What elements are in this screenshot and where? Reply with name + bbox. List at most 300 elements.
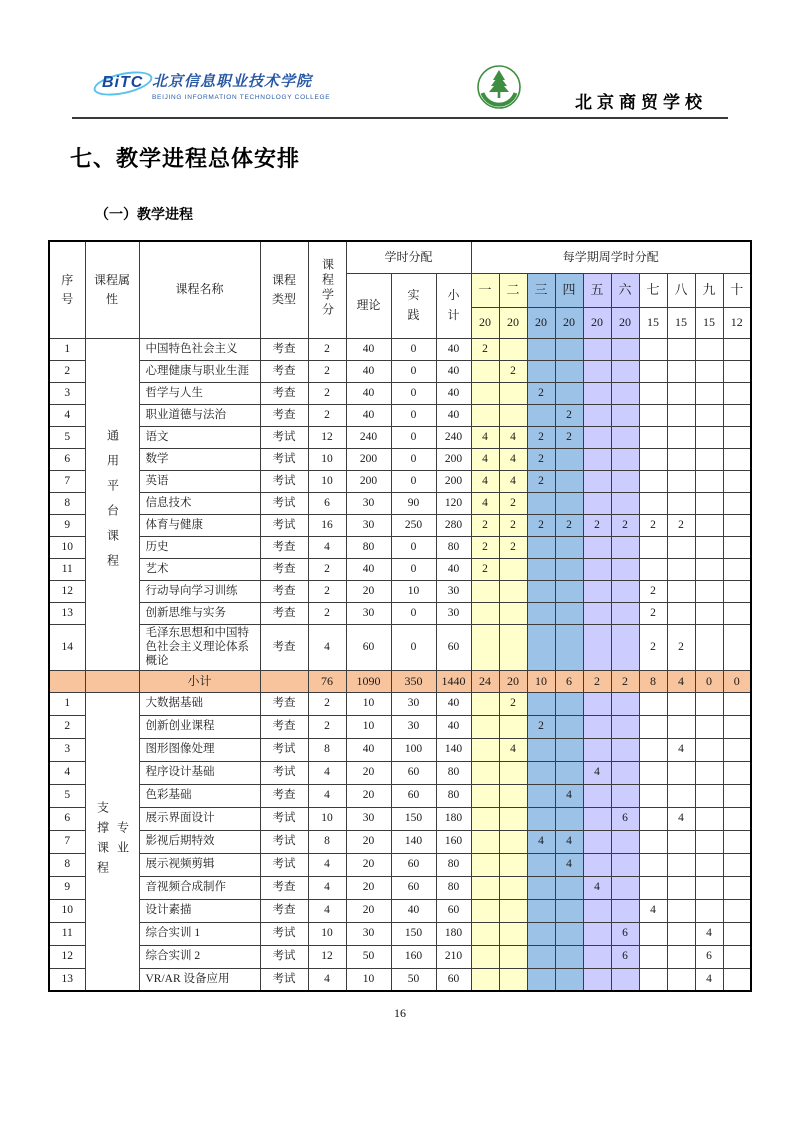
course-row [49,738,751,761]
cell-semester-2 [499,945,527,968]
cell-course-type: 考查 [260,715,308,738]
cell-semester-6 [611,448,639,470]
cell-semester-10 [723,853,751,876]
subtotal-row [49,670,751,692]
cell-practice-hours: 60 [391,876,436,899]
cell-credits: 16 [308,514,346,536]
cell-semester-1 [471,830,499,853]
cell-course-type: 考试 [260,853,308,876]
cell-course-type: 考试 [260,761,308,784]
course-row [49,338,751,360]
cell-semester-10 [723,382,751,404]
week-count-semester-2: 20 [499,307,527,338]
cell-semester-3: 2 [527,426,555,448]
cell-semester-6: 6 [611,807,639,830]
col-header-semester-4: 四 [555,273,583,307]
cell-course-name: 大数据基础 [139,692,260,715]
cell-semester-3 [527,968,555,991]
course-attribute-line: 支撑课程 [95,801,110,882]
cell-practice-hours: 60 [391,784,436,807]
cell-credits: 10 [308,922,346,945]
cell-semester-2: 2 [499,514,527,536]
cell-practice-hours: 0 [391,470,436,492]
cell-course-type: 考试 [260,945,308,968]
table-head [49,241,751,338]
cell-course-name: 行动导向学习训练 [139,580,260,602]
cell-semester-1 [471,692,499,715]
cell-semester-4 [555,968,583,991]
cell-semester-5 [583,558,611,580]
cell-course-attribute [85,692,139,991]
week-count-semester-5: 20 [583,307,611,338]
cell-course-name: 中国特色社会主义 [139,338,260,360]
cell-semester-10 [723,876,751,899]
course-row [49,404,751,426]
cell-semester-2: 4 [499,470,527,492]
cell-semester-4: 2 [555,426,583,448]
cell-practice-hours: 30 [391,715,436,738]
cell-seq: 6 [49,448,85,470]
cell-seq: 14 [49,624,85,670]
col-header-semester-6: 六 [611,273,639,307]
cell-semester-4: 4 [555,830,583,853]
cell-semester-2 [499,624,527,670]
cell-theory-hours: 20 [346,830,391,853]
college-name-cn: 北京信息职业技术学院 [152,73,313,90]
cell-semester-6: 2 [611,514,639,536]
cell-theory-hours: 20 [346,580,391,602]
week-count-semester-3: 20 [527,307,555,338]
cell-total-hours: 1440 [436,670,471,692]
cell-semester-4 [555,738,583,761]
cell-credits: 4 [308,536,346,558]
cell-semester-8 [667,830,695,853]
cell-semester-6 [611,830,639,853]
cell-practice-hours: 0 [391,360,436,382]
cell-semester-7 [639,692,667,715]
cell-semester-9 [695,426,723,448]
cell-practice-hours: 60 [391,761,436,784]
cell-total-hours: 40 [436,360,471,382]
cell-semester-4 [555,492,583,514]
course-attribute-line: 专业 [115,821,130,862]
week-count-semester-9: 15 [695,307,723,338]
cell-semester-4 [555,580,583,602]
cell-semester-5 [583,738,611,761]
cell-semester-9 [695,382,723,404]
cell-semester-10 [723,807,751,830]
cell-semester-2 [499,382,527,404]
cell-practice-hours: 0 [391,448,436,470]
cell-course-type: 考查 [260,338,308,360]
cell-semester-9 [695,899,723,922]
cell-course-name: 设计素描 [139,899,260,922]
cell-course-type: 考查 [260,404,308,426]
cell-course-attribute [85,338,139,670]
cell-theory-hours: 10 [346,968,391,991]
cell-semester-1: 4 [471,492,499,514]
cell-seq: 4 [49,404,85,426]
course-row [49,922,751,945]
cell-semester-10 [723,492,751,514]
cell-total-hours: 60 [436,899,471,922]
cell-semester-7 [639,470,667,492]
cell-seq: 3 [49,738,85,761]
course-row [49,853,751,876]
cell-semester-3 [527,492,555,514]
cell-theory-hours: 40 [346,338,391,360]
cell-credits: 8 [308,738,346,761]
cell-semester-6 [611,426,639,448]
cell-semester-1 [471,382,499,404]
cell-semester-3 [527,558,555,580]
course-row [49,761,751,784]
cell-practice-hours: 10 [391,580,436,602]
cell-semester-2 [499,580,527,602]
cell-semester-9 [695,492,723,514]
cell-course-type: 考查 [260,876,308,899]
cell-seq: 5 [49,784,85,807]
cell-semester-8 [667,558,695,580]
cell-semester-5 [583,492,611,514]
week-count-semester-10: 12 [723,307,751,338]
cell-semester-1 [471,784,499,807]
cell-semester-1 [471,922,499,945]
cell-total-hours: 80 [436,853,471,876]
cell-semester-10 [723,470,751,492]
cell-seq: 2 [49,360,85,382]
cell-semester-4 [555,692,583,715]
col-header-practice-label: 实践 [407,288,420,322]
cell-seq: 12 [49,945,85,968]
cell-semester-2 [499,602,527,624]
cell-seq: 8 [49,853,85,876]
cell-total-hours: 200 [436,470,471,492]
cell-semester-7 [639,558,667,580]
cell-semester-8 [667,470,695,492]
col-header-credits [308,241,346,338]
cell-practice-hours: 50 [391,968,436,991]
cell-practice-hours: 0 [391,558,436,580]
cell-total-hours: 240 [436,426,471,448]
week-count-semester-8: 15 [667,307,695,338]
cell-total-hours: 180 [436,807,471,830]
cell-semester-8 [667,492,695,514]
cell-semester-8 [667,784,695,807]
cell-seq: 10 [49,899,85,922]
cell-practice-hours: 350 [391,670,436,692]
bitc-logo [102,74,143,92]
cell-credits: 4 [308,624,346,670]
cell-semester-3: 2 [527,470,555,492]
cell-semester-1: 2 [471,514,499,536]
cell-credits: 12 [308,426,346,448]
cell-total-hours: 30 [436,602,471,624]
cell-practice-hours: 30 [391,692,436,715]
cell-practice-hours: 0 [391,536,436,558]
cell-course-name: 影视后期特效 [139,830,260,853]
cell-semester-7: 4 [639,899,667,922]
cell-semester-7 [639,968,667,991]
cell-semester-4 [555,382,583,404]
cell-semester-9: 4 [695,968,723,991]
cell-semester-8 [667,922,695,945]
cell-semester-3 [527,784,555,807]
cell-total-hours: 40 [436,382,471,404]
col-header-semester-10: 十 [723,273,751,307]
cell-semester-8 [667,404,695,426]
cell-semester-6: 6 [611,945,639,968]
cell-semester-5 [583,382,611,404]
cell-semester-10 [723,426,751,448]
cell-semester-7 [639,426,667,448]
cell-theory-hours: 80 [346,536,391,558]
cell-semester-5 [583,580,611,602]
cell-theory-hours: 1090 [346,670,391,692]
cell-semester-6 [611,382,639,404]
cell-semester-7 [639,338,667,360]
cell-course-name: 综合实训 1 [139,922,260,945]
cell-course-type: 考试 [260,514,308,536]
cell-theory-hours: 30 [346,602,391,624]
cell-semester-6 [611,338,639,360]
cell-semester-7 [639,830,667,853]
cell-semester-2 [499,807,527,830]
cell-seq: 5 [49,426,85,448]
cell-semester-8 [667,536,695,558]
page-number: 16 [394,1006,406,1020]
cell-semester-5 [583,830,611,853]
cell-total-hours: 40 [436,692,471,715]
cell-semester-8: 2 [667,624,695,670]
course-attribute-line: 通用平台课程 [105,429,120,580]
cell-semester-3 [527,922,555,945]
week-count-semester-6: 20 [611,307,639,338]
cell-semester-4 [555,558,583,580]
cell-semester-7 [639,853,667,876]
cell-practice-hours: 0 [391,426,436,448]
col-header-course-type [260,241,308,338]
cell-semester-1: 4 [471,470,499,492]
cell-course-name: 展示界面设计 [139,807,260,830]
cell-total-hours: 60 [436,968,471,991]
cell-course-type: 考试 [260,470,308,492]
cell-semester-4: 4 [555,853,583,876]
course-row [49,945,751,968]
cell-semester-2 [499,715,527,738]
cell-semester-2: 4 [499,448,527,470]
cell-semester-1: 4 [471,426,499,448]
cell-semester-4: 6 [555,670,583,692]
cell-semester-10 [723,945,751,968]
cell-semester-5 [583,692,611,715]
cell-semester-4 [555,448,583,470]
cell-semester-4: 2 [555,514,583,536]
cell-course-name: 数学 [139,448,260,470]
week-count-semester-7: 15 [639,307,667,338]
cell-semester-3 [527,945,555,968]
cell-total-hours: 280 [436,514,471,536]
course-row [49,492,751,514]
cell-semester-5 [583,922,611,945]
cell-seq: 1 [49,338,85,360]
cell-semester-1 [471,853,499,876]
cell-course-name: 英语 [139,470,260,492]
cell-credits: 2 [308,360,346,382]
cell-semester-2: 2 [499,360,527,382]
cell-total-hours: 80 [436,876,471,899]
course-row [49,715,751,738]
cell-semester-6 [611,624,639,670]
cell-total-hours: 200 [436,448,471,470]
cell-semester-6 [611,784,639,807]
cell-semester-9 [695,624,723,670]
cell-credits: 6 [308,492,346,514]
cell-credits: 4 [308,899,346,922]
cell-credits: 76 [308,670,346,692]
cell-semester-1 [471,624,499,670]
col-header-attribute [85,241,139,338]
college-name-block [152,70,330,101]
cell-practice-hours: 0 [391,602,436,624]
cell-semester-7 [639,715,667,738]
cell-semester-5 [583,784,611,807]
course-row [49,624,751,670]
cell-course-name: 程序设计基础 [139,761,260,784]
cell-course-type: 考试 [260,738,308,761]
cell-semester-8 [667,602,695,624]
cell-semester-6 [611,492,639,514]
cell-semester-5 [583,715,611,738]
cell-semester-1: 24 [471,670,499,692]
cell-theory-hours: 10 [346,692,391,715]
cell-course-type: 考试 [260,426,308,448]
cell-practice-hours: 60 [391,853,436,876]
cell-course-name: 创新思维与实务 [139,602,260,624]
cell-credits: 2 [308,692,346,715]
cell-semester-6: 6 [611,922,639,945]
cell-semester-9 [695,338,723,360]
cell-semester-3: 2 [527,448,555,470]
cell-course-name: 图形图像处理 [139,738,260,761]
cell-semester-9 [695,738,723,761]
cell-semester-7 [639,922,667,945]
cell-semester-1 [471,899,499,922]
cell-semester-8 [667,761,695,784]
cell-semester-4 [555,899,583,922]
teaching-schedule-table [48,240,752,992]
cell-credits: 4 [308,853,346,876]
cell-semester-9 [695,692,723,715]
cell-semester-9 [695,715,723,738]
general-platform-courses-body [49,338,751,692]
header-divider [72,117,728,119]
cell-semester-1: 2 [471,536,499,558]
cell-semester-1 [471,738,499,761]
cell-course-type: 考试 [260,830,308,853]
cell-semester-10 [723,922,751,945]
cell-semester-4 [555,624,583,670]
cell-course-name: 创新创业课程 [139,715,260,738]
cell-semester-6 [611,899,639,922]
cell-semester-1 [471,945,499,968]
cell-semester-2: 2 [499,492,527,514]
cell-course-type: 考查 [260,360,308,382]
cell-theory-hours: 200 [346,470,391,492]
cell-semester-8 [667,968,695,991]
cell-semester-8 [667,715,695,738]
cell-semester-10 [723,761,751,784]
cell-seq [49,670,85,692]
cell-course-type [260,670,308,692]
cell-theory-hours: 20 [346,899,391,922]
cell-semester-6 [611,404,639,426]
cell-course-type: 考查 [260,558,308,580]
course-row [49,580,751,602]
cell-semester-5: 2 [583,514,611,536]
cell-credits: 8 [308,830,346,853]
cell-semester-10 [723,360,751,382]
course-row [49,448,751,470]
cell-semester-9 [695,853,723,876]
cell-semester-1: 2 [471,558,499,580]
cell-total-hours: 210 [436,945,471,968]
cell-semester-4 [555,715,583,738]
cell-semester-10 [723,899,751,922]
cell-semester-4 [555,338,583,360]
cell-semester-4 [555,807,583,830]
professional-support-courses-body [49,692,751,991]
cell-semester-6 [611,558,639,580]
cell-credits: 4 [308,761,346,784]
cell-semester-2: 2 [499,536,527,558]
cell-subtotal-label: 小计 [139,670,260,692]
cell-semester-5 [583,448,611,470]
cell-course-name: 毛泽东思想和中国特色社会主义理论体系概论 [139,624,260,670]
cell-semester-3 [527,338,555,360]
cell-credits: 2 [308,580,346,602]
cell-credits: 2 [308,404,346,426]
cell-semester-6 [611,360,639,382]
cell-credits: 10 [308,448,346,470]
cell-semester-9 [695,761,723,784]
cell-semester-1 [471,761,499,784]
course-row [49,558,751,580]
college-name-en: BEIJING INFORMATION TECHNOLOGY COLLEGE [152,94,331,101]
cell-semester-9: 6 [695,945,723,968]
cell-semester-3 [527,807,555,830]
cell-semester-10 [723,784,751,807]
cell-course-type: 考查 [260,536,308,558]
cell-seq: 11 [49,558,85,580]
cell-semester-1: 4 [471,448,499,470]
cell-semester-10 [723,338,751,360]
cell-theory-hours: 30 [346,922,391,945]
course-row [49,426,751,448]
course-row [49,360,751,382]
cell-semester-3 [527,853,555,876]
course-row [49,382,751,404]
course-row [49,536,751,558]
cell-semester-10 [723,830,751,853]
cell-theory-hours: 40 [346,382,391,404]
cell-semester-2 [499,404,527,426]
cell-course-name: 历史 [139,536,260,558]
cell-semester-5: 2 [583,670,611,692]
cell-semester-7: 8 [639,670,667,692]
cell-semester-8 [667,580,695,602]
cell-semester-5: 4 [583,761,611,784]
